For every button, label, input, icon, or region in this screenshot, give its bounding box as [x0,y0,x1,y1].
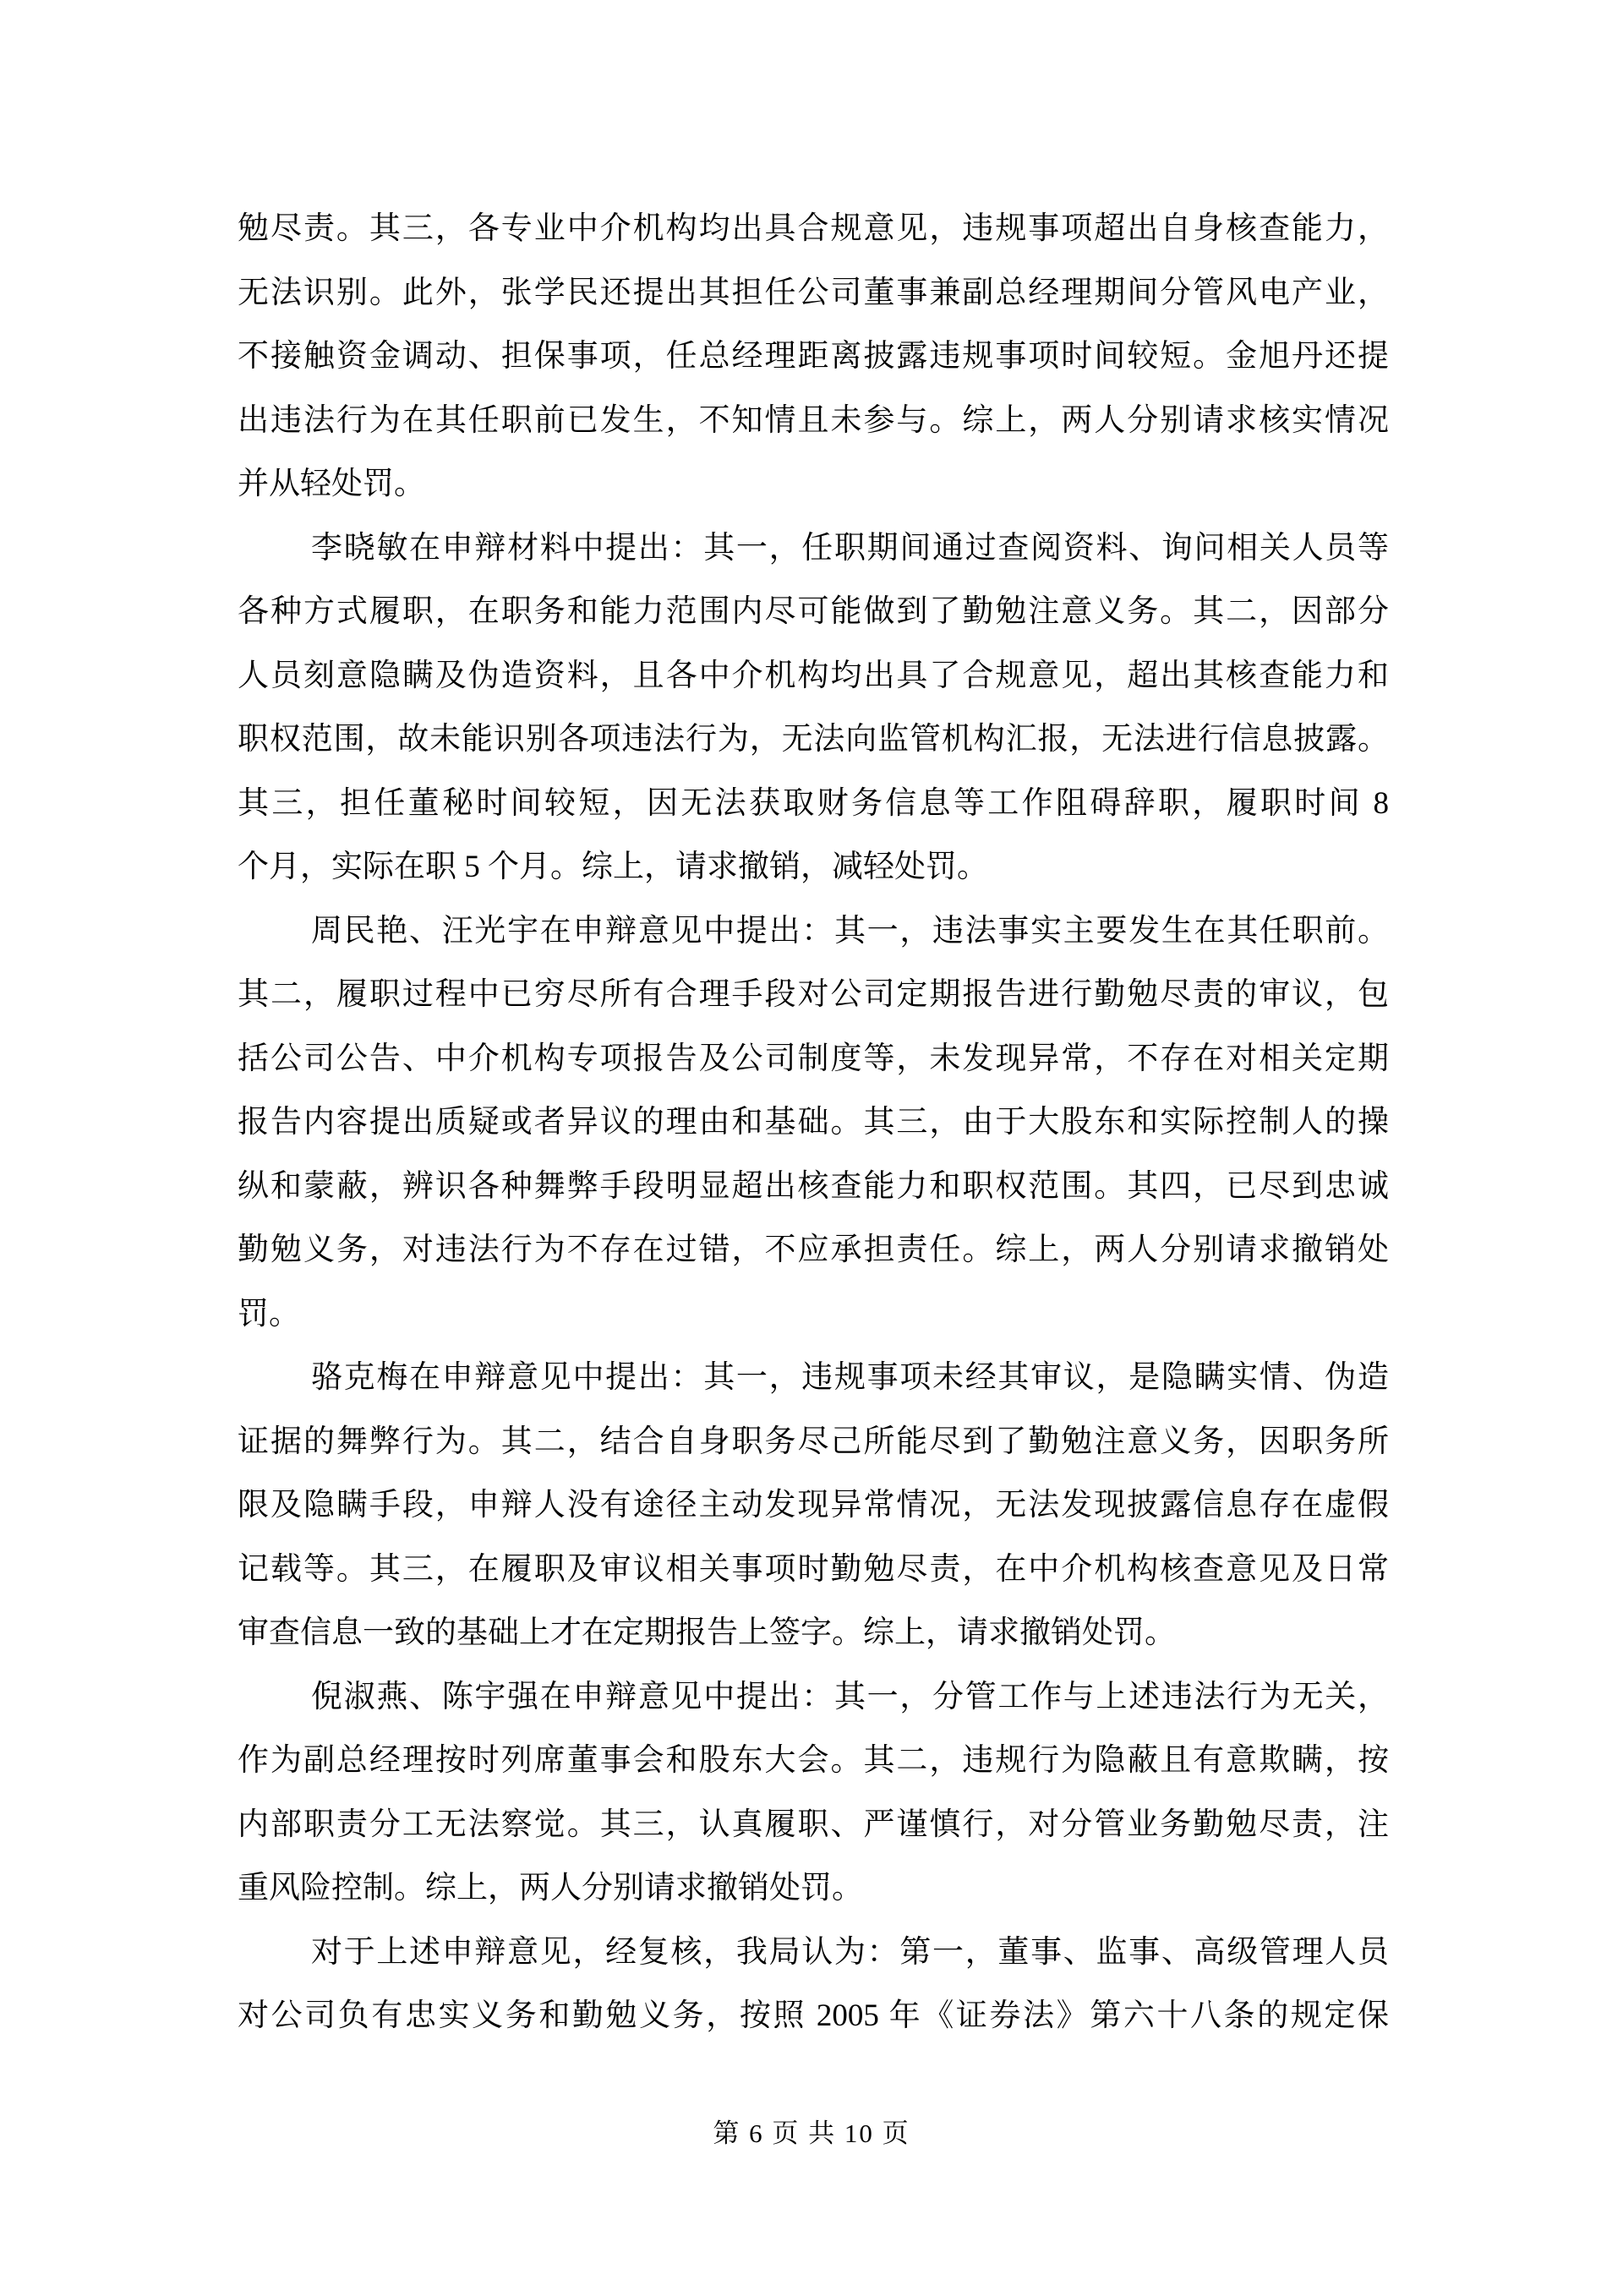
text-line: 报告内容提出质疑或者异议的理由和基础。其三，由于大股东和实际控制人的操 [238,1105,1389,1140]
text-line: 内部职责分工无法察觉。其三，认真履职、严谨慎行，对分管业务勤勉尽责，注 [238,1807,1389,1842]
document-body [238,197,1389,2048]
text-line: 其二，履职过程中已穷尽所有合理手段对公司定期报告进行勤勉尽责的审议，包 [238,977,1389,1012]
text-line: 审查信息一致的基础上才在定期报告上签字。综上，请求撤销处罚。 [238,1615,1176,1650]
paragraph [238,517,1389,899]
text-line: 罚。 [238,1296,300,1331]
paragraph [238,1921,1389,2048]
text-line: 对于上述申辩意见，经复核，我局认为：第一，董事、监事、高级管理人员 [311,1934,1389,1970]
text-line: 人员刻意隐瞒及伪造资料，且各中介机构均出具了合规意见，超出其核查能力和 [238,658,1389,693]
text-line: 个月，实际在职 5 个月。综上，请求撤销，减轻处罚。 [238,850,988,884]
text-line: 不接触资金调动、担保事项，任总经理距离披露违规事项时间较短。金旭丹还提 [238,339,1389,374]
paragraph [238,899,1389,1347]
text-line: 对公司负有忠实义务和勤勉义务，按照 2005 年《证券法》第六十八条的规定保 [238,1998,1389,2033]
paragraph [238,197,1389,517]
text-line: 职权范围，故未能识别各项违法行为，无法向监管机构汇报，无法进行信息披露。 [238,722,1389,757]
paragraph [238,1665,1389,1921]
text-line: 无法识别。此外，张学民还提出其担任公司董事兼副总经理期间分管风电产业， [238,275,1389,310]
text-line: 各种方式履职，在职务和能力范围内尽可能做到了勤勉注意义务。其二，因部分 [238,594,1389,629]
text-line: 记载等。其三，在履职及审议相关事项时勤勉尽责，在中介机构核查意见及日常 [238,1551,1389,1587]
text-line: 限及隐瞒手段，申辩人没有途径主动发现异常情况，无法发现披露信息存在虚假 [238,1488,1389,1522]
text-line: 证据的舞弊行为。其二，结合自身职务尽己所能尽到了勤勉注意义务，因职务所 [238,1424,1389,1459]
text-line: 并从轻处罚。 [238,467,425,501]
text-line: 骆克梅在申辩意见中提出：其一，违规事项未经其审议，是隐瞒实情、伪造 [311,1360,1389,1395]
text-line: 作为副总经理按时列席董事会和股东大会。其二，违规行为隐蔽且有意欺瞒，按 [238,1743,1389,1778]
text-line: 出违法行为在其任职前已发生，不知情且未参与。综上，两人分别请求核实情况 [238,402,1389,438]
text-line: 倪淑燕、陈宇强在申辩意见中提出：其一，分管工作与上述违法行为无关， [311,1679,1389,1714]
text-line: 周民艳、汪光宇在申辩意见中提出：其一，违法事实主要发生在其任职前。 [311,913,1389,948]
text-line: 纵和蒙蔽，辨识各种舞弊手段明显超出核查能力和职权范围。其四，已尽到忠诚 [238,1168,1389,1204]
page-number-indicator: 第 6 页 共 10 页 [713,2118,910,2148]
text-line: 勉尽责。其三，各专业中介机构均出具合规意见，违规事项超出自身核查能力， [238,211,1389,246]
text-line: 重风险控制。综上，两人分别请求撤销处罚。 [238,1871,863,1905]
text-line: 李晓敏在申辩材料中提出：其一，任职期间通过查阅资料、询问相关人员等 [311,530,1389,566]
text-line: 勤勉义务，对违法行为不存在过错，不应承担责任。综上，两人分别请求撤销处 [238,1233,1389,1267]
page-footer [0,2115,1623,2152]
text-line: 括公司公告、中介机构专项报告及公司制度等，未发现异常，不存在对相关定期 [238,1041,1389,1076]
paragraph [238,1346,1389,1665]
text-line: 其三，担任董秘时间较短，因无法获取财务信息等工作阻碍辞职，履职时间 8 [238,785,1389,821]
